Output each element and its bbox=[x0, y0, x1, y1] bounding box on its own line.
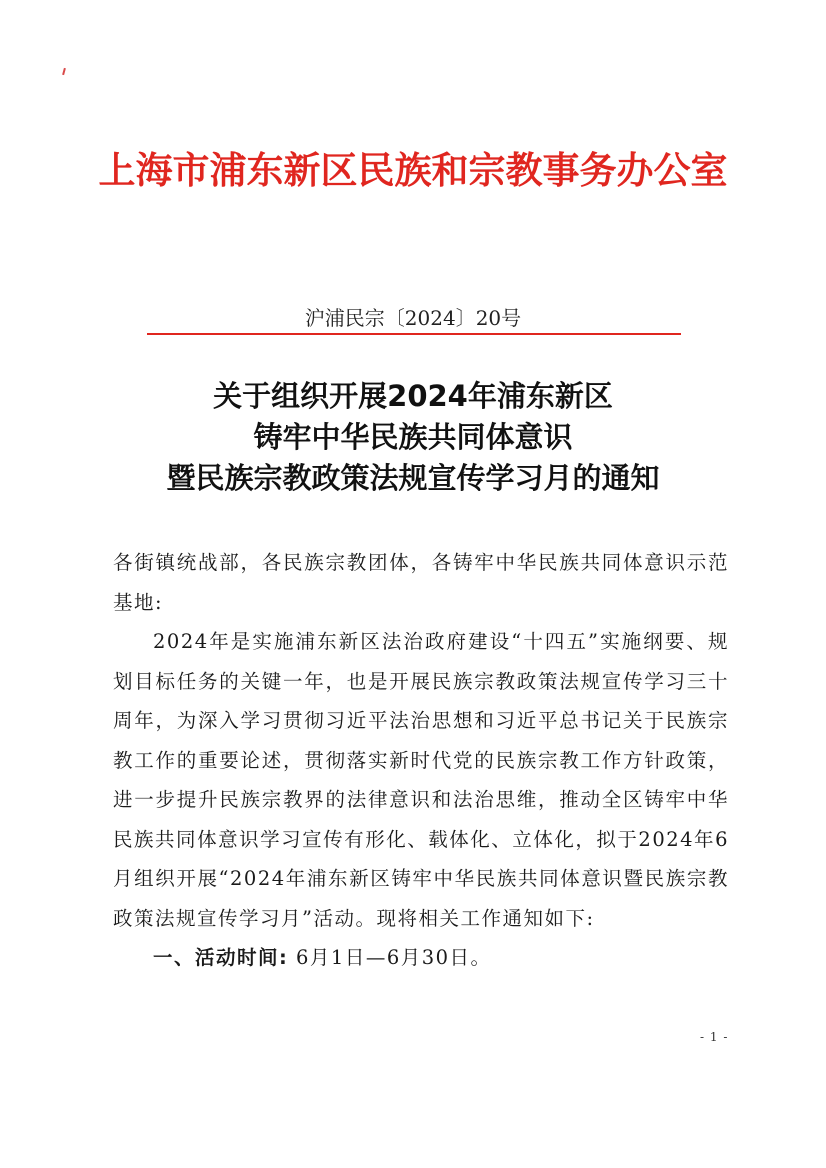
document-body bbox=[113, 543, 729, 978]
title-line-3: 暨民族宗教政策法规宣传学习月的通知 bbox=[166, 461, 660, 495]
document-title bbox=[0, 376, 826, 499]
page-number: - 1 - bbox=[700, 1030, 729, 1044]
stray-ink-mark bbox=[62, 68, 66, 75]
title-line-2: 铸牢中华民族共同体意识 bbox=[253, 420, 573, 454]
body-paragraph: 2024年是实施浦东新区法治政府建设“十四五”实施纲要、规划目标任务的关键一年，也是开展民族宗教政策法规宣传学习三十周年，为深入学习贯彻习近平法治思想和习近平总书记关于民族宗教工作的重要论述，贯彻落实新时代党的民族宗教工作方针政策，进一步提升民族宗教界的法律意识和法治思维，推动全区铸牢中华民族共同体意识学习宣传有形化、载体化、立体化，拟于2024年6月组织开展“2024年浦东新区铸牢中华民族共同体意识暨民族宗教政策法规宣传学习月”活动。现将相关工作通知如下: bbox=[113, 630, 729, 930]
section-text: 6月1日—6月30日。 bbox=[296, 946, 492, 969]
addressee-line: 各街镇统战部，各民族宗教团体，各铸牢中华民族共同体意识示范基地: bbox=[113, 551, 729, 614]
title-line-1: 关于组织开展2024年浦东新区 bbox=[213, 379, 613, 413]
section-activity-time bbox=[113, 938, 729, 978]
document-number: 沪浦民宗〔2024〕20号 bbox=[304, 306, 522, 330]
red-separator-line bbox=[147, 333, 681, 335]
issuing-organization-header: 上海市浦东新区民族和宗教事务办公室 bbox=[98, 148, 728, 192]
section-label: 一、活动时间: bbox=[153, 946, 289, 969]
